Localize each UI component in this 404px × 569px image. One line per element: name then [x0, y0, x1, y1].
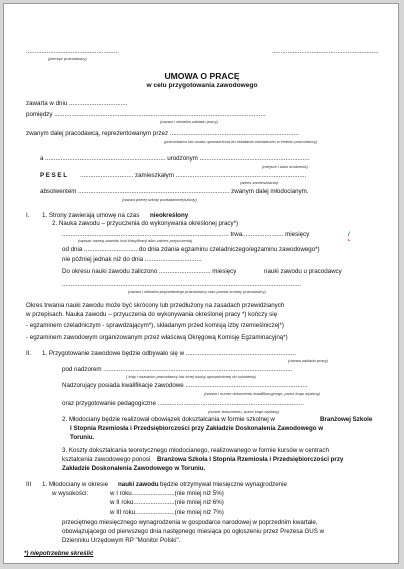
- qualifications-line: Nadzorujący posiada kwalifikacje zawodowe .......................................................................: [62, 382, 308, 389]
- date-line: zawarta w dniu ..................................: [26, 100, 128, 107]
- costs-line-3: Zakładzie Doskonalenia Zawodowego w Toruniu.: [62, 465, 206, 472]
- contract-term-value: nieokreślony: [150, 212, 189, 219]
- training-type-line: 2. Nauka zawodu – przyuczenia do wykonywania określonej pracy*): [52, 220, 239, 227]
- address-caption: (adres zamieszkania): [240, 180, 279, 185]
- birth-caption: (miejsce i data urodzenia): [262, 164, 308, 169]
- costs-line-1: 3. Koszty dokształcania teoretycznego młodocianego, realizowanego w formie kursów w centrach: [62, 447, 329, 454]
- paragraph-line-2: w przepisach. Nauka zawodu – przyuczenia do wykonywania określonej pracy *) kończy się: [26, 311, 278, 318]
- stamp-caption: (pieczęć pracodawcy): [48, 56, 87, 61]
- employer-line: zwanym dalej pracodawcą, reprezentowanym przez ...........................................................................: [26, 130, 299, 137]
- schooling-line-1: 2. Młodociany będzie realizował obowiązek dokształcania w formie szkolnej w: [62, 416, 275, 423]
- document-title: UMOWA O PRACĘ: [164, 71, 240, 81]
- salary-year-3: w III roku.......................(nie mniej niż 7%): [110, 509, 224, 516]
- training-caption: (wpisać nazwę zawodu kod klasyfikacji albo zakres przyuczenia): [78, 238, 193, 243]
- graduate-line: absolwentem ........................................................................................ zwanym dalej młodocianym.: [40, 188, 309, 195]
- workplace-caption: (nazwa zakładu pracy): [288, 358, 329, 363]
- salary-line-end: będzie otrzymywał miesięczne wynagrodzenie: [160, 481, 287, 488]
- costs-school-name: Branżowa Szkoła I Stopnia Rzemiosła i Przedsiębiorczości przy: [157, 456, 344, 463]
- paragraph-line-3: - egzaminem czeladniczym - sprawdzającym*), składanym przed komisją izby rzemieślniczej*): [26, 322, 284, 329]
- between-line: pomiędzy ...........................................................................................................................: [26, 111, 266, 118]
- prior-employer-line: ...........................................................................................................................................: [62, 281, 301, 288]
- employee-line: a ...................................................................... urodzonym ................................................................: [40, 155, 310, 162]
- pedagogy-caption: (numer dokumentu, przez kogo wydany): [208, 409, 280, 414]
- qualifications-caption: (nazwa i numer dokumentu kwalifikacyjnego, przez kogo wydany): [204, 391, 321, 396]
- section-3-number: III: [26, 481, 32, 488]
- between-caption: (nazwa i siedziba zakładu pracy): [160, 119, 218, 124]
- training-duration-line: ................................................................................................. trwa........................ miesięcy: [62, 231, 310, 238]
- costs-line-2: kształcenia zawodowego ponosi: [62, 456, 151, 463]
- stamp-line: ......................................................: [26, 48, 119, 55]
- paragraph-line-4: - egzaminem zawodowym organizowanym przez właściwą Okręgową Komisję Egzaminacyjną*): [26, 334, 288, 341]
- section-2-number: II.: [26, 350, 32, 357]
- salary-line-start: 1. Młodociany w okresie: [42, 481, 109, 488]
- contract-term-text: 1. Strony zawierają umowę na czas: [42, 212, 140, 219]
- salary-period: nauki zawodu: [118, 481, 159, 488]
- salary-year-2: w II roku........................(nie mniej niż 6%): [110, 499, 224, 506]
- prior-training-line: Do okresu nauki zawodu zaliczono .............................. miesięcy: [62, 268, 237, 275]
- prior-training-tail: nauki zawodu u pracodawcy: [264, 268, 342, 275]
- salary-year-1: w I roku.........................(nie mniej niż 5%): [110, 490, 224, 497]
- salary-basis-line-1: przeciętnego miesięcznego wynagrodzenia w gospodarce narodowej w poprzednim kwartale,: [62, 519, 318, 526]
- supervisor-line: pod nadzorem ..............................................................................................................: [62, 366, 293, 373]
- supervisor-caption: ( imię i nazwisko pracodawcy lub innej osoby upoważnionej do szkolenia): [126, 374, 256, 379]
- prior-employer-caption: (nazwa i siedziba poprzedniego pracodawcy oraz powód zmiany pracodawcy): [128, 289, 266, 294]
- schooling-line-2: I Stopnia Rzemiosła i Przedsiębiorczości przy Zakładzie Doskonalenia Zawodowego w: [70, 425, 324, 432]
- school-name-start: Branżowej Szkole: [320, 416, 373, 423]
- workplace-line: 1. Przygotowanie zawodowe będzie odbywało się w ................................................................: [42, 350, 296, 357]
- employer-caption: (pracodawca lub osoba upoważniona do składania oświadczeń w imieniu pracodawcy): [164, 139, 318, 144]
- training-duration-mark: /: [348, 231, 350, 238]
- pesel-label: P E S E L: [40, 172, 68, 179]
- address-line: ............................... zamieszkałym ............................................................................: [80, 172, 307, 179]
- document-subtitle: w celu przygotowania zawodowego: [146, 82, 258, 89]
- paragraph-line-1: Okres trwania nauki zawodu może być skrócony lub przedłużony na zasadach przewidzianych: [26, 302, 285, 309]
- place-date-line: ..............................................................: [272, 48, 379, 55]
- graduate-caption: (nazwa pełnej szkoły podstawowej/szkoły): [122, 197, 197, 202]
- training-dates-line: od dnia ............................... do dnia zdania egzaminu czeladniczego/egzaminu zawodowego*): [62, 246, 320, 253]
- section-1-number: I.: [26, 212, 30, 219]
- footnote: *) niepotrzebne skreślić: [24, 550, 94, 557]
- salary-basis-line-2: obowiązującego od pierwszego dnia następnego miesiąca po ogłoszeniu przez Prezesa GUS w: [62, 528, 325, 535]
- salary-basis-line-3: Dzienniku Urzędowym RP "Monitor Polski".: [62, 537, 181, 544]
- schooling-line-3: Toruniu.: [70, 434, 95, 441]
- pedagogy-line: oraz przygotowanie pedagogiczne .....................................................................................: [62, 400, 304, 407]
- training-deadline-line: nie później jednak niż do dnia .................................: [62, 256, 202, 263]
- document-page: [3, 3, 399, 564]
- salary-amount-label: w wysokości:: [52, 490, 89, 497]
